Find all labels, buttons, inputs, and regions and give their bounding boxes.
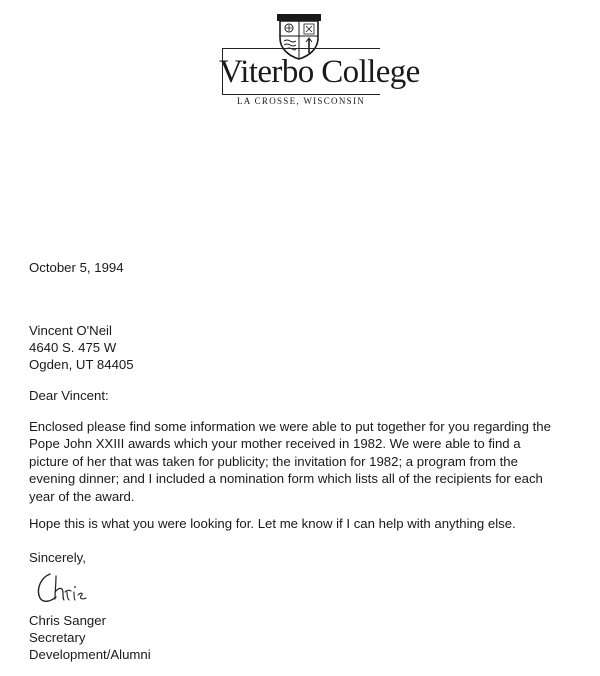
salutation: Dear Vincent: (29, 388, 109, 403)
college-location: LA CROSSE, WISCONSIN (236, 96, 366, 106)
handwritten-signature (34, 568, 112, 606)
sender-department: Development/Alumni (29, 647, 151, 662)
body-paragraph-1-line: Pope John XXIII awards which your mother received in 1982. We were able to find a (29, 436, 521, 452)
recipient-city-state-zip: Ogden, UT 84405 (29, 357, 134, 372)
sender-name: Chris Sanger (29, 613, 106, 628)
body-paragraph-1-line: Enclosed please find some information we were able to put together for you regarding the (29, 419, 551, 434)
body-paragraph-1-line: evening dinner; and I included a nomination form which lists all of the recipients for each (29, 471, 543, 487)
brand-rule-top (222, 48, 380, 49)
brand-rule-bottom (222, 94, 380, 95)
body-paragraph-2: Hope this is what you were looking for. Let me know if I can help with anything else. (29, 516, 516, 531)
college-name: Viterbo College (219, 54, 420, 90)
closing: Sincerely, (29, 550, 86, 565)
body-paragraph-1 (29, 418, 589, 505)
body-paragraph-1-line: picture of her that was taken for publicity; the invitation for 1982; a program from the (29, 453, 518, 469)
letterhead (0, 0, 600, 120)
sender-title: Secretary (29, 630, 86, 645)
letter-date: October 5, 1994 (29, 260, 124, 275)
recipient-name: Vincent O'Neil (29, 323, 112, 338)
body-paragraph-1-line: year of the award. (29, 488, 135, 504)
recipient-street: 4640 S. 475 W (29, 340, 117, 355)
